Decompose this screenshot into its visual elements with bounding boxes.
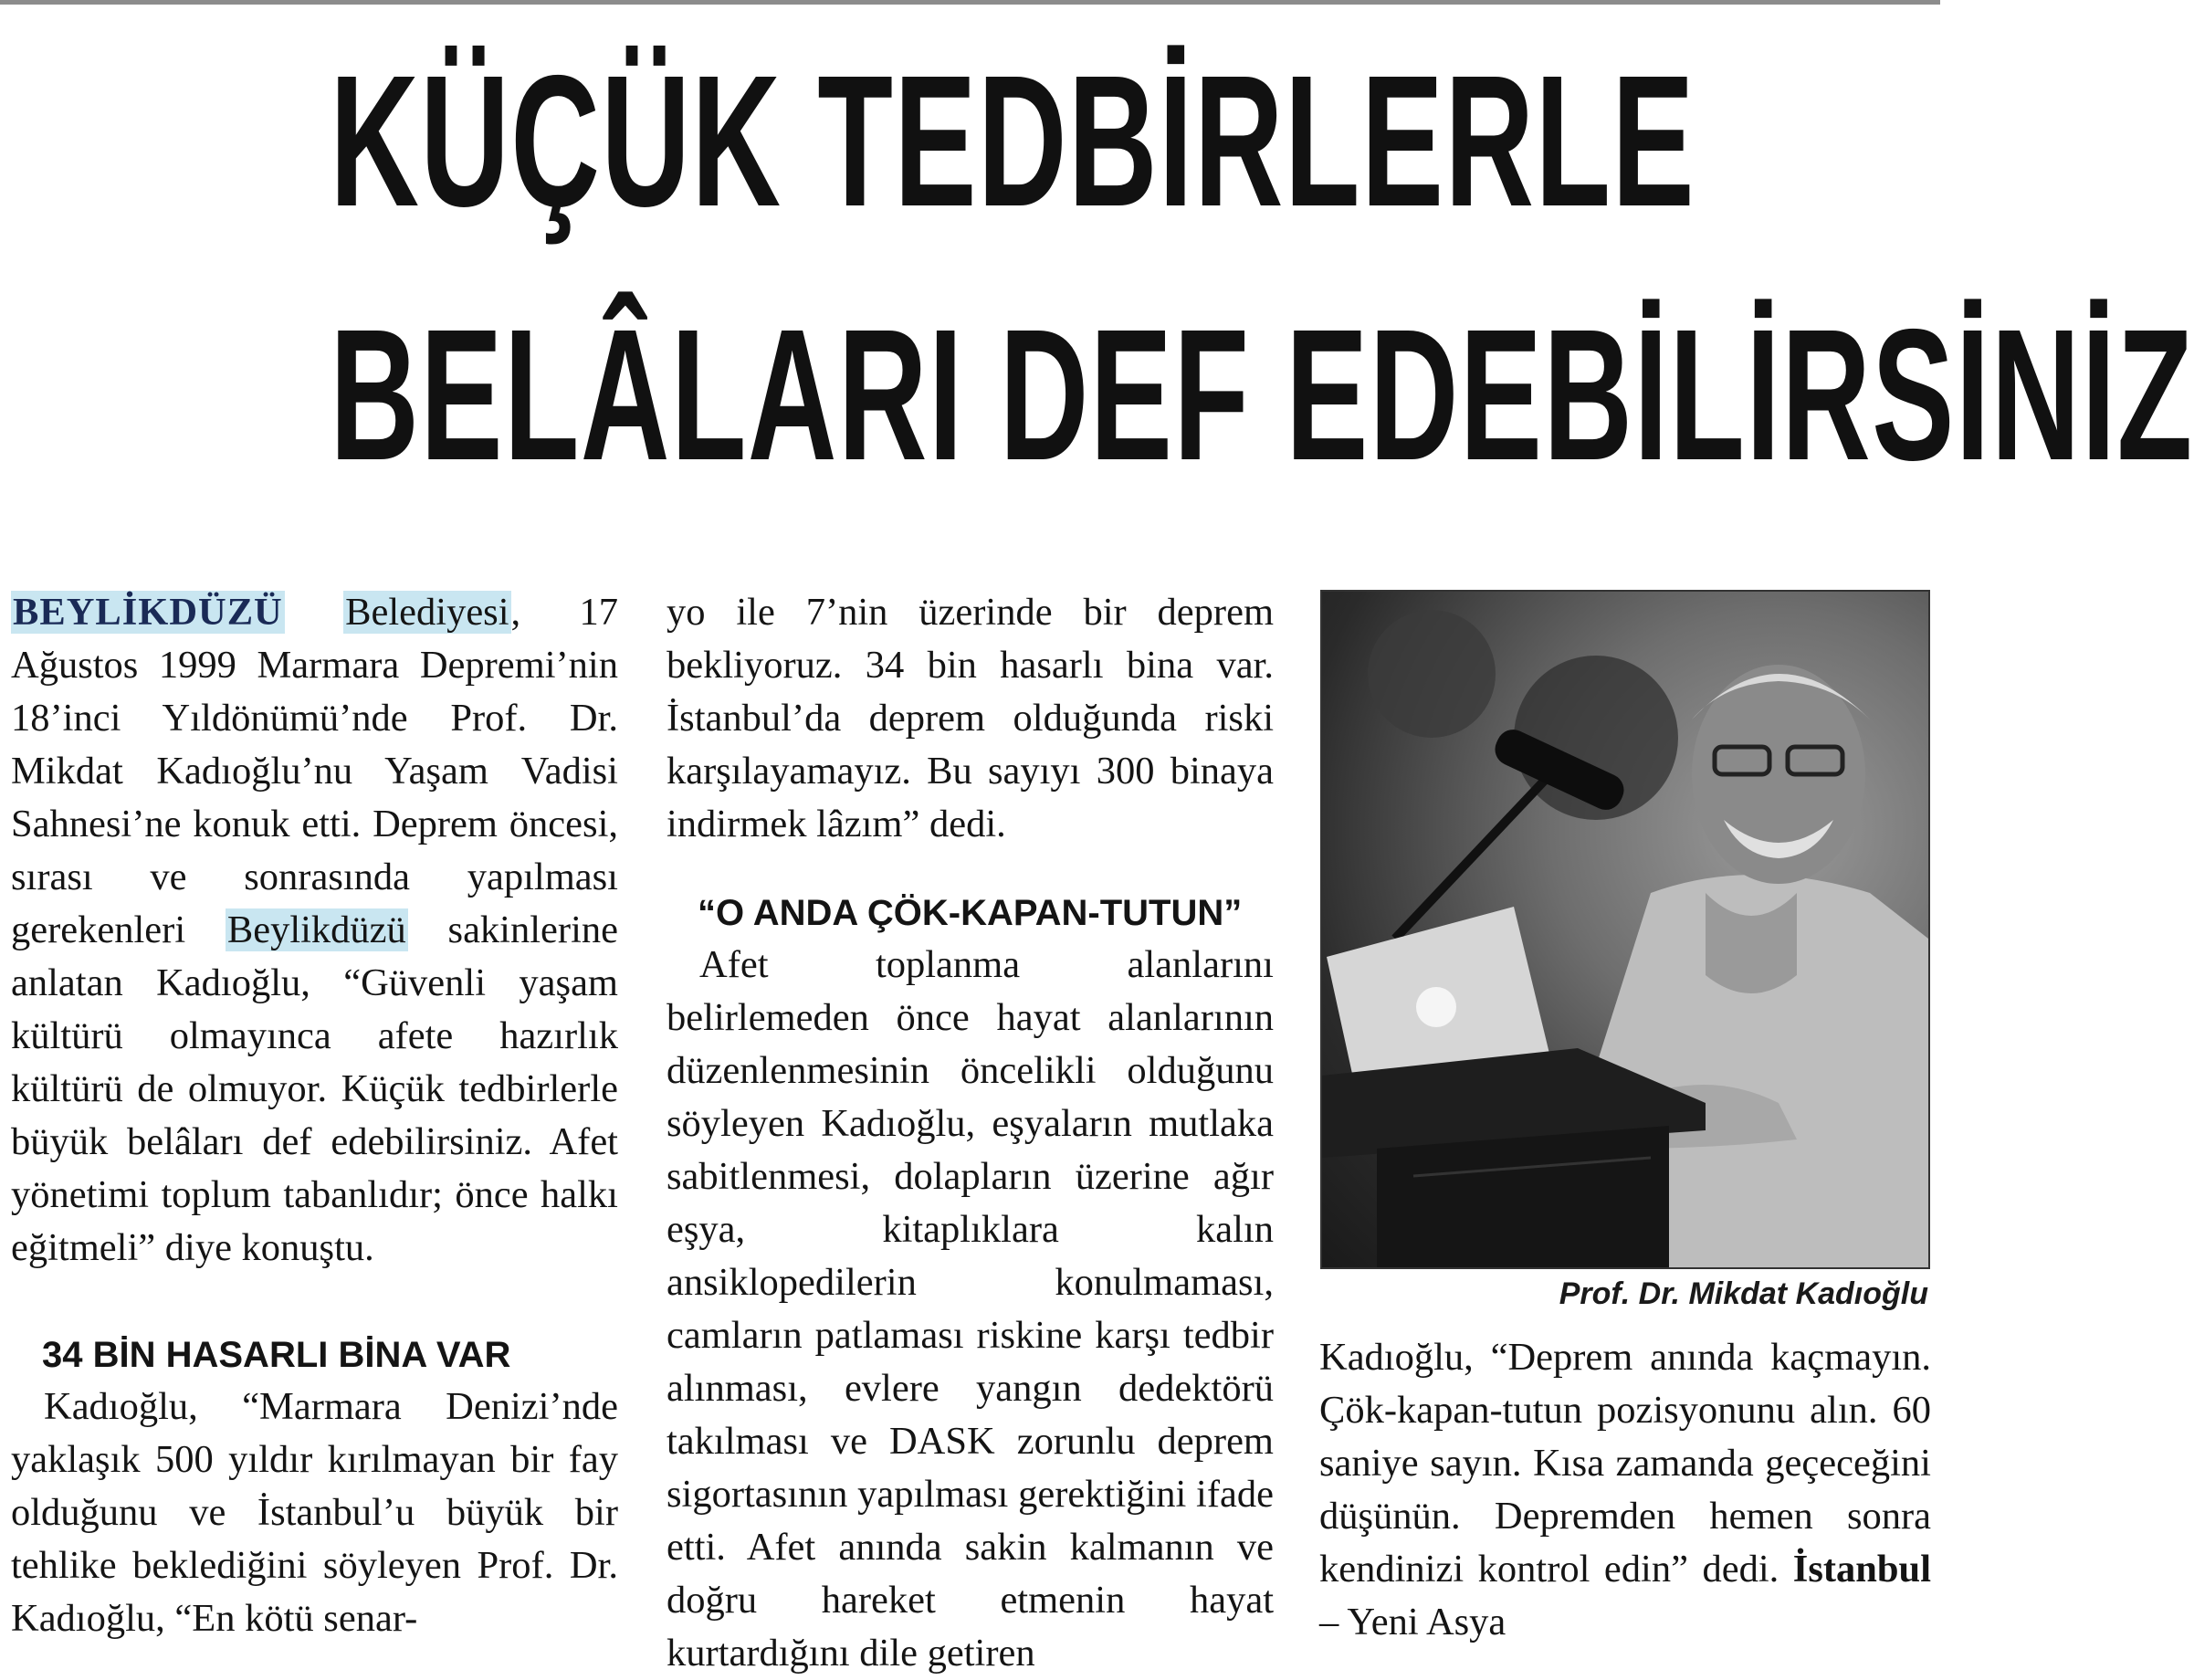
article-column-2: [667, 586, 1274, 1680]
top-rule: [0, 0, 1940, 5]
byline-source: Yeni Asya: [1347, 1601, 1506, 1643]
headline-line-1: KÜÇÜK TEDBİRLERLE: [330, 37, 1695, 246]
byline-city: İstanbul: [1792, 1548, 1931, 1591]
subhead-cok-kapan-tutun: “O ANDA ÇÖK-KAPAN-TUTUN”: [698, 893, 1243, 933]
subhead-34-bin: 34 BİN HASARLI BİNA VAR: [42, 1335, 511, 1375]
highlighted-term: Belediyesi: [345, 591, 509, 634]
intro-text-2: sakinlerine anlatan Kadıoğlu, “Güvenli yaşam kültürü olmayınca afete hazırlık kültürü de olmuyor. Küçük tedbirlerle büyük belâları def edebilirsiniz. Afet yönetimi toplum tabanlıdır; önce halkı eğitmeli” diye konuştu.: [11, 908, 618, 1269]
article-column-1: [11, 586, 618, 1645]
section2-paragraph-part-2: [1319, 1331, 1931, 1649]
speaker-photo-illustration: [1322, 592, 1928, 1267]
section2-paragraph-part-1: Afet toplanma alanlarını belirlemeden önce hayat alanlarının düzenlenmesinin öncelikli olduğunu söyleyen Kadıoğlu, eşyaların mutlaka sabitlenmesi, dolapların üzerine ağır eşya, kitaplıklara kalın ansiklopedilerin konulmaması, camların patlaması riskine karşı tedbir alınması, evlere yangın dedektörü takılması ve DASK zorunlu deprem sigortasının yapılması gerektiğini ifade etti. Afet anında sakin kalmanın ve doğru hareket etmenin hayat kurtardığını dile getiren: [667, 943, 1274, 1675]
intro-text-1: , 17 Ağustos 1999 Marmara Depremi’nin 18’inci Yıldönümü’nde Prof. Dr. Mikdat Kadıoğlu’nu Yaşam Vadisi Sahnesi’ne konuk etti. Deprem öncesi, sırası ve sonrasında yapılması gerekenleri: [11, 591, 619, 951]
section1-paragraph-part-1: Kadıoğlu, “Marmara Denizi’nde yaklaşık 500 yıldır kırılmayan bir fay olduğunu ve İstanbul’u büyük bir tehlike beklediğini söyleyen Prof. Dr. Kadıoğlu, “En kötü senar-: [11, 1385, 618, 1640]
intro-paragraph: [11, 586, 618, 1275]
photo-caption: Prof. Dr. Mikdat Kadıoğlu: [1559, 1276, 1928, 1311]
lead-word: BEYLİKDÜZÜ: [13, 591, 283, 634]
section2-text-end: Kadıoğlu, “Deprem anında kaçmayın. Çök-kapan-tutun pozisyonunu alın. 60 saniye sayın. Kısa zamanda geçeceğini düşünün. Depremden hemen sonra kendinizi kontrol edin” dedi.: [1319, 1336, 1931, 1591]
byline-separator: –: [1319, 1601, 1348, 1643]
headline-line-2: BELÂLARI DEF EDEBİLİRSİNİZ: [330, 290, 2194, 499]
article-column-3: [1319, 1331, 1931, 1649]
highlighted-term-2: Beylikdüzü: [226, 908, 406, 951]
section1-paragraph-part-2: yo ile 7’nin üzerinde bir deprem bekliyoruz. 34 bin hasarlı bina var. İstanbul’da deprem olduğunda riski karşılayamayız. Bu sayıyı 300 binaya indirmek lâzım” dedi.: [667, 591, 1274, 845]
speaker-photo: [1320, 590, 1930, 1269]
